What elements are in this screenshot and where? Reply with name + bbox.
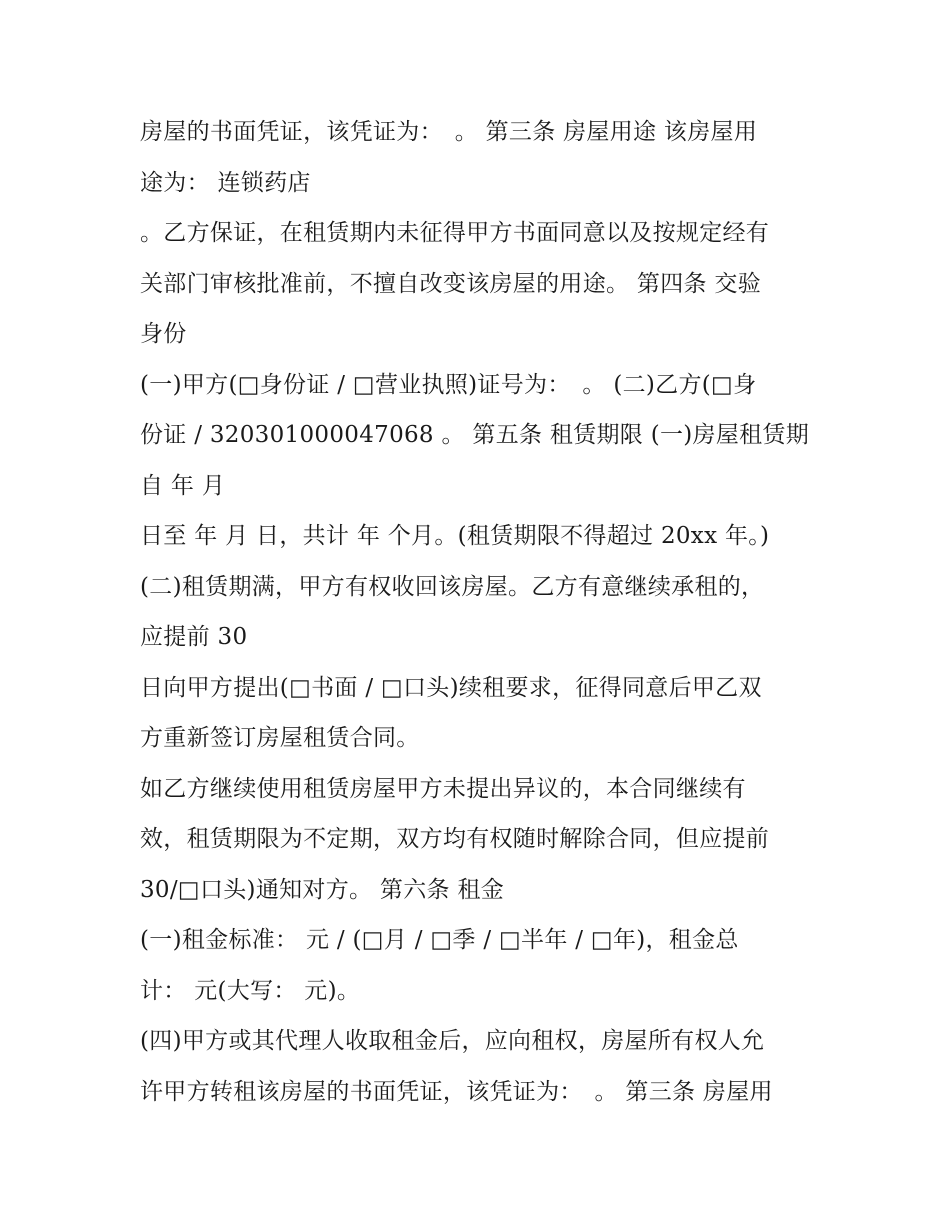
text-line: 应提前 30: [140, 624, 248, 650]
text-line: 身份: [140, 321, 187, 347]
text-line: 计： 元(大写： 元)。: [140, 977, 361, 1004]
text-line: (二)租赁期满，甲方有权收回该房屋。乙方有意继续承租的，: [140, 573, 765, 600]
text-line: (一)租金标准： 元 / (□月 / □季 / □半年 / □年)，租金总: [140, 927, 739, 953]
text-line: 效，租赁期限为不定期，双方均有权随时解除合同，但应提前: [140, 826, 770, 852]
text-line: 关部门审核批准前，不擅自改变该房屋的用途。 第四条 交验: [140, 270, 762, 297]
text-line: 日向甲方提出(□书面 / □口头)续租要求，征得同意后甲乙双: [140, 674, 762, 701]
text-line: 。乙方保证，在租赁期内未征得甲方书面同意以及按规定经有: [140, 220, 770, 246]
contract-text: [140, 107, 820, 1117]
text-line: 30/□口头)通知对方。 第六条 租金: [140, 876, 505, 903]
text-line: 许甲方转租该房屋的书面凭证，该凭证为： 。 第三条 房屋用: [140, 1078, 773, 1105]
text-line: 房屋的书面凭证，该凭证为： 。 第三条 房屋用途 该房屋用: [140, 119, 758, 145]
text-line: 途为： 连锁药店: [140, 169, 311, 196]
text-line: 如乙方继续使用租赁房屋甲方未提出异议的，本合同继续有: [140, 775, 746, 802]
text-line: (一)甲方(□身份证 / □营业执照)证号为： 。 (二)乙方(□身: [140, 371, 757, 398]
text-line: 自 年 月: [140, 472, 226, 499]
text-line: 方重新签订房屋租赁合同。: [140, 725, 420, 751]
text-line: (四)甲方或其代理人收取租金后，应向租权，房屋所有权人允: [140, 1028, 765, 1054]
text-line: 份证 / 320301000047068 。 第五条 租赁期限 (一)房屋租赁期: [140, 422, 810, 448]
text-line: 日至 年 月 日，共计 年 个月。(租赁期限不得超过 20xx 年。): [140, 523, 770, 549]
